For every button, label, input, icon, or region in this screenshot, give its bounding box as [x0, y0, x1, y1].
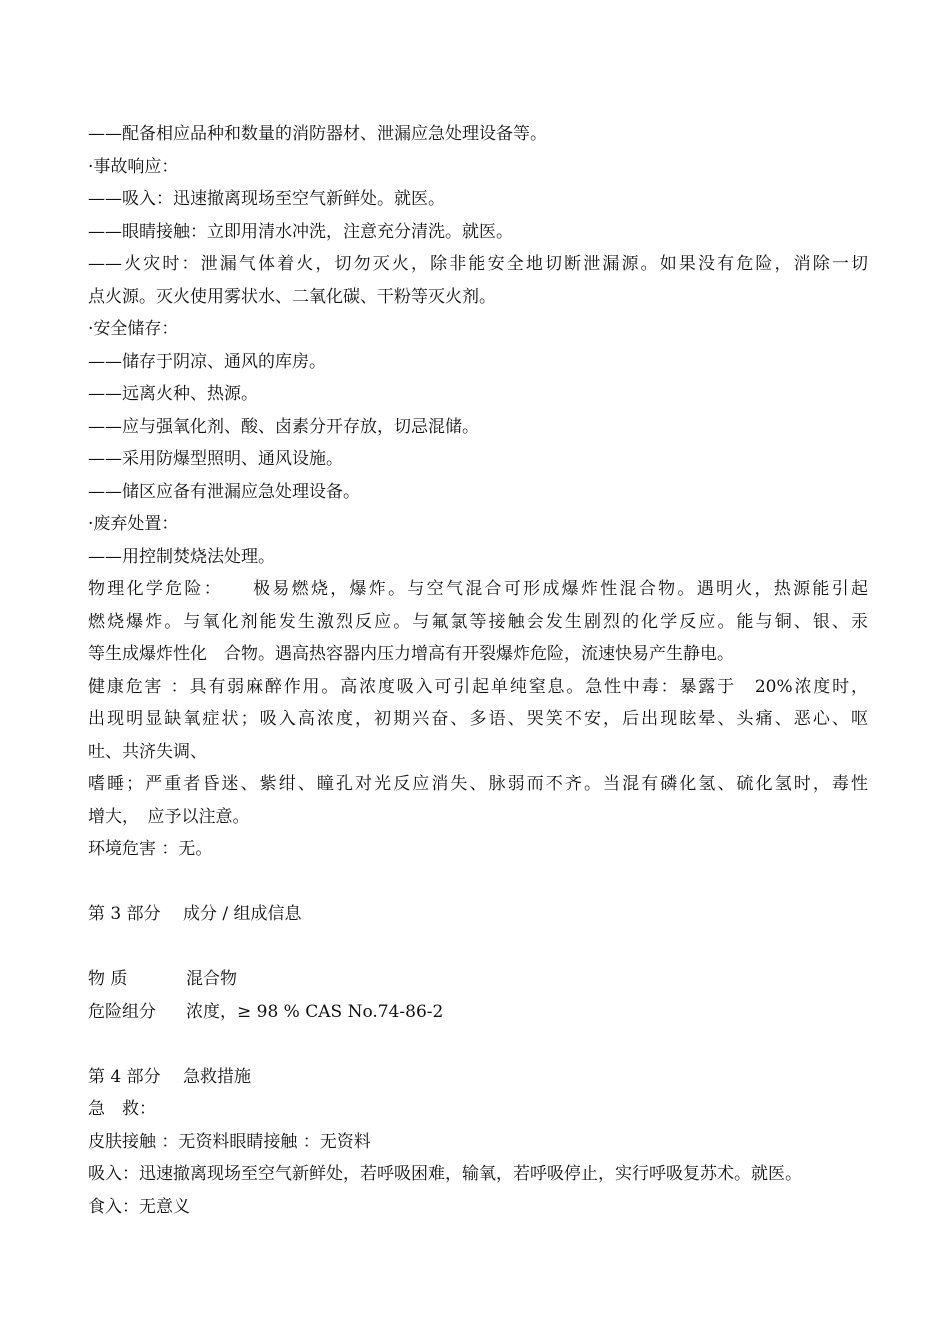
health-hazard-line: 嗜睡；严重者昏迷、紫绀、瞳孔对光反应消失、脉弱而不齐。当混有磷化氢、硫化氢时，毒性 [88, 774, 868, 794]
health-hazard-line: 出现明显缺氧症状；吸入高浓度，初期兴奋、多语、哭笑不安，后出现眩晕、头痛、恶心、呕 [88, 709, 868, 729]
physchem-hazard-line: 等生成爆炸性化 合物。遇高热容器内压力增高有开裂爆炸危险，流速快易产生静电。 [88, 644, 734, 664]
hazard-component-label: 危险组分 [88, 1001, 156, 1022]
section-4-heading: 第 4 部分 急救措施 [88, 1066, 252, 1087]
text-line: 点火源。灭火使用雾状水、二氧化碳、干粉等灭火剂。 [88, 286, 496, 307]
skin-eye-contact-line: 皮肤接触 ：无资料眼睛接触 ：无资料 [88, 1131, 371, 1152]
text-line: ——储存于阴凉、通风的库房。 [88, 351, 326, 372]
text-line: ——火灾时：泄漏气体着火，切勿灭火，除非能安全地切断泄漏源。如果没有危险，消除一切 [88, 254, 868, 274]
spacer [88, 931, 868, 964]
text-line: ——用控制焚烧法处理。 [88, 546, 275, 567]
physchem-hazard-line: 物理化学危险： 极易燃烧，爆炸。与空气混合可形成爆炸性混合物。遇明火，热源能引起 [88, 579, 868, 599]
health-hazard-line: 增大， 应予以注意。 [88, 806, 250, 827]
bullet-heading-accident-response: ·事故响应： [88, 156, 179, 177]
text-line: ——采用防爆型照明、通风设施。 [88, 449, 343, 469]
ingestion-line: 食入：无意义 [88, 1196, 190, 1217]
bullet-heading-safe-storage: ·安全储存： [88, 319, 179, 339]
document-page [88, 118, 868, 1223]
inhalation-line: 吸入：迅速撤离现场至空气新鲜处，若呼吸困难，输氧，若呼吸停止，实行呼吸复苏术。就医。 [88, 1164, 802, 1184]
hazard-component-value: 浓度，≥ 98 % CAS No.74-86-2 [186, 1001, 444, 1022]
substance-label: 物 质 [88, 969, 128, 989]
bullet-heading-disposal: ·废弃处置： [88, 514, 179, 534]
spacer [88, 1028, 868, 1061]
text-line: ——配备相应品种和数量的消防器材、泄漏应急处理设备等。 [88, 124, 547, 144]
text-line: ——应与强氧化剂、酸、卤素分开存放，切忌混储。 [88, 416, 479, 437]
text-line: ——储区应备有泄漏应急处理设备。 [88, 481, 360, 502]
text-line: ——远离火种、热源。 [88, 384, 258, 404]
spacer [88, 866, 868, 899]
environment-hazard-line: 环境危害 ：无。 [88, 839, 213, 859]
section-3-heading: 第 3 部分 成分 / 组成信息 [88, 904, 302, 924]
physchem-hazard-line: 燃烧爆炸。与氧化剂能发生激烈反应。与氟氯等接触会发生剧烈的化学反应。能与铜、银、汞 [88, 611, 868, 632]
hazard-component-row [88, 996, 868, 1029]
substance-row [88, 963, 868, 996]
first-aid-label: 急 救： [88, 1099, 156, 1119]
text-line: ——吸入：迅速撤离现场至空气新鲜处。就医。 [88, 189, 445, 209]
text-line: ——眼睛接触：立即用清水冲洗，注意充分清洗。就医。 [88, 221, 513, 242]
substance-value: 混合物 [186, 969, 237, 989]
health-hazard-line: 健康危害 ：具有弱麻醉作用。高浓度吸入可引起单纯窒息。急性中毒：暴露于 20%浓度时， [88, 676, 868, 697]
health-hazard-line: 吐、共济失调、 [88, 741, 207, 762]
